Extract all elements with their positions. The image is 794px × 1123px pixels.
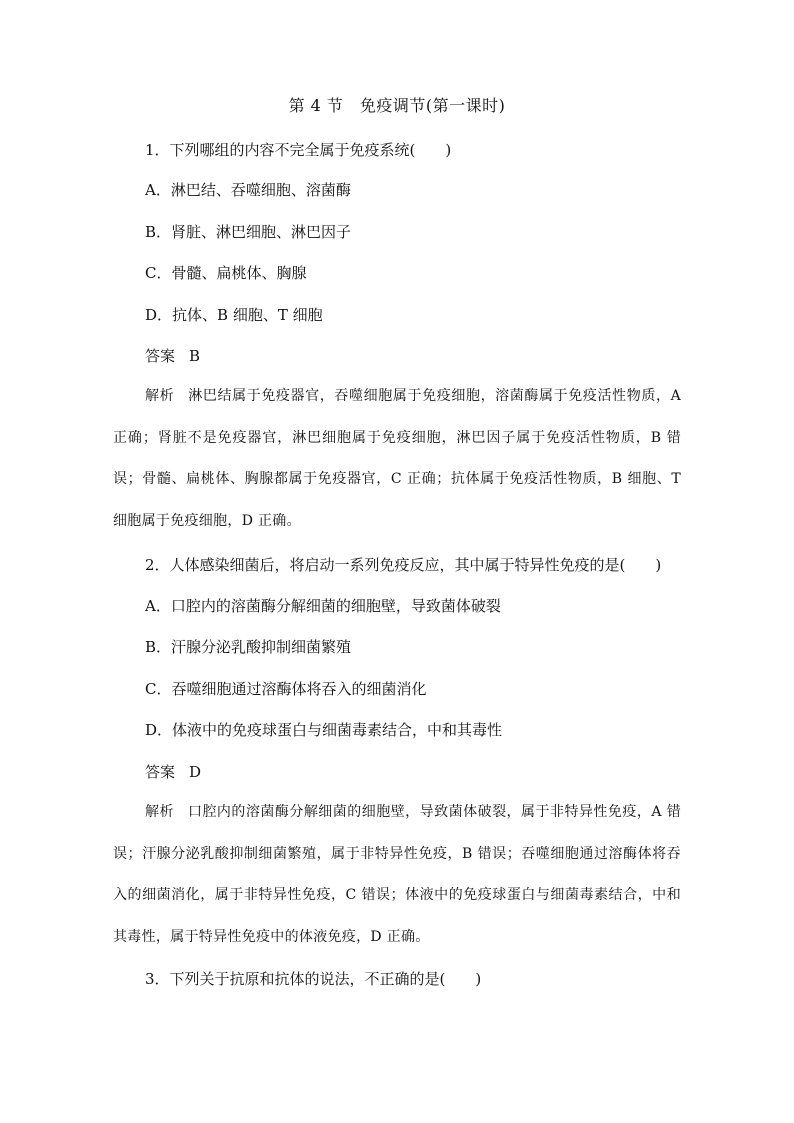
question-2-option-d: D．体液中的免疫球蛋白与细菌毒素结合，中和其毒性 — [145, 721, 503, 739]
question-2-stem: 2．人体感染细菌后，将启动一系列免疫反应，其中属于特异性免疫的是( ) — [145, 556, 662, 574]
question-1-analysis — [113, 376, 681, 542]
question-2-answer — [145, 760, 201, 784]
analysis-label: 解析 — [145, 388, 175, 404]
answer-value: B — [189, 347, 201, 365]
question-2-analysis — [113, 792, 681, 958]
question-1-stem: 1．下列哪组的内容不完全属于免疫系统( ) — [145, 141, 452, 159]
question-2-option-b: B．汗腺分泌乳酸抑制细菌繁殖 — [145, 638, 352, 656]
answer-label: 答案 — [145, 347, 176, 365]
question-1-option-d: D．抗体、B 细胞、T 细胞 — [145, 306, 323, 324]
answer-label: 答案 — [145, 763, 176, 781]
question-3-stem: 3．下列关于抗原和抗体的说法，不正确的是( ) — [145, 970, 482, 988]
question-2-option-c: C．吞噬细胞通过溶酶体将吞入的细菌消化 — [145, 680, 427, 698]
question-1-option-c: C．骨髓、扁桃体、胸腺 — [145, 264, 307, 282]
answer-value: D — [189, 763, 202, 781]
analysis-label: 解析 — [145, 804, 174, 820]
question-2-option-a: A．口腔内的溶菌酶分解细菌的细胞壁，导致菌体破裂 — [145, 597, 501, 615]
question-1-option-b: B．肾脏、淋巴细胞、淋巴因子 — [145, 223, 352, 241]
analysis-text: 淋巴结属于免疫器官，吞噬细胞属于免疫细胞，溶菌酶属于免疫活性物质，A 正确；肾脏不是免疫器官，淋巴细胞属于免疫细胞，淋巴因子属于免疫活性物质，B 错误；骨髓、扁桃体、胸腺都属于免疫器官，C 正确；抗体属于免疫活性物质，B 细胞、T 细胞属于免疫细胞，D 正确。 — [113, 388, 681, 529]
section-title: 第 4 节 免疫调节(第一课时) — [288, 96, 506, 115]
question-1-option-a: A．淋巴结、吞噬细胞、溶菌酶 — [145, 181, 351, 199]
question-1-answer — [145, 344, 200, 368]
analysis-text: 口腔内的溶菌酶分解细菌的细胞壁，导致菌体破裂，属于非特异性免疫，A 错误；汗腺分泌乳酸抑制细菌繁殖，属于非特异性免疫，B 错误；吞噬细胞通过溶酶体将吞入的细菌消化，属于非特异性免疫，C 错误；体液中的免疫球蛋白与细菌毒素结合，中和其毒性，属于特异性免疫中的体液免疫，D 正确。 — [113, 804, 681, 945]
